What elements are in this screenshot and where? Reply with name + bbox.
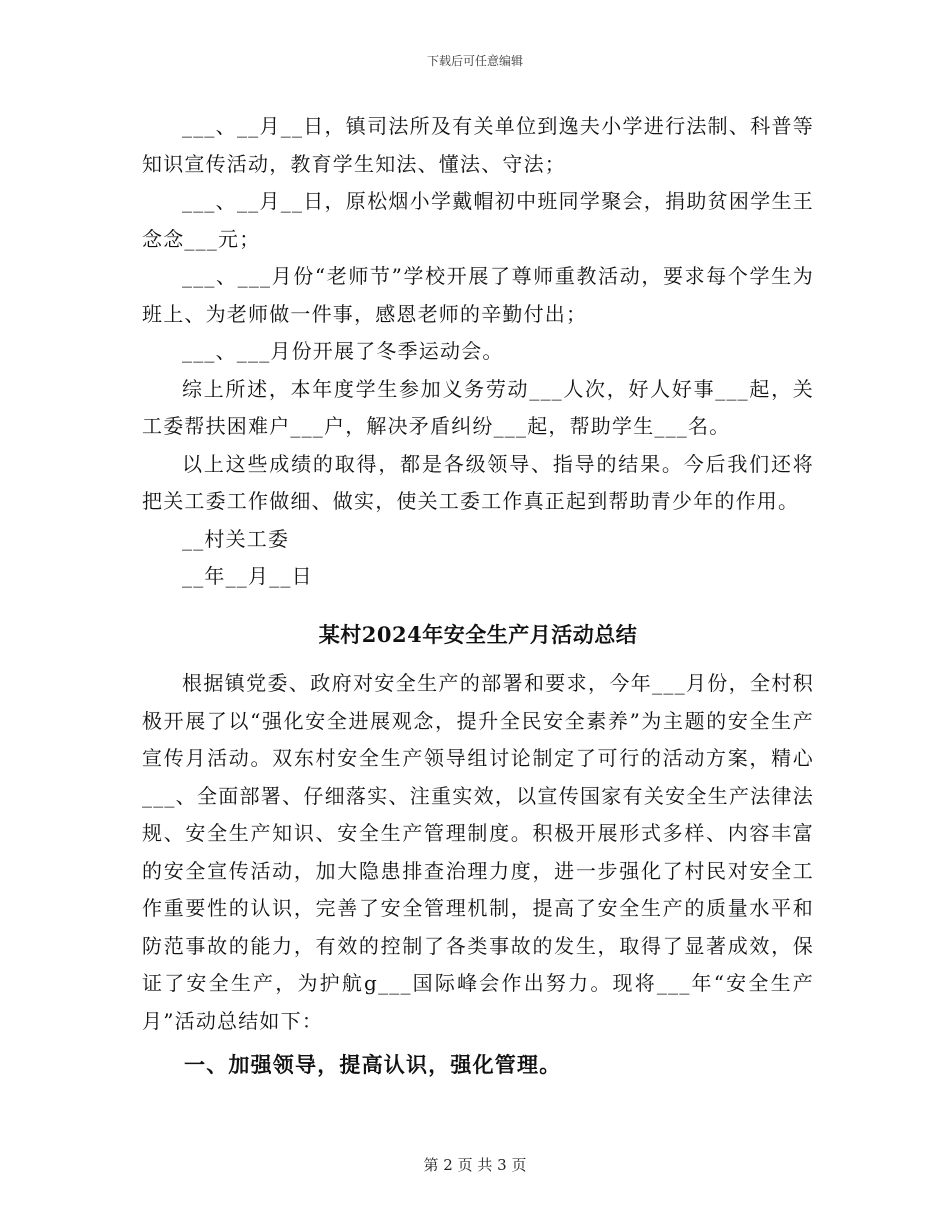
paragraph-conclusion: 以上这些成绩的取得，都是各级领导、指导的结果。今后我们还将把关工委工作做细、做实，使关工委工作真正起到帮助青少年的作用。 bbox=[142, 451, 814, 513]
document-title: 某村2024年安全生产月活动总结 bbox=[318, 621, 638, 647]
paragraph-summary: 综上所述，本年度学生参加义务劳动___人次，好人好事___起，关工委帮扶困难户___户，解决矛盾纠纷___起，帮助学生___名。 bbox=[142, 376, 814, 438]
signature-committee: __村关工委 bbox=[182, 526, 290, 551]
signature-date: __年__月__日 bbox=[182, 564, 313, 588]
paragraph-legal-education: ___、__月__日，镇司法所及有关单位到逸夫小学进行法制、科普等知识宣传活动，教育学生知法、懂法、守法； bbox=[142, 114, 814, 176]
document-body bbox=[142, 108, 814, 1084]
paragraph-classmate-reunion: ___、__月__日，原松烟小学戴帽初中班同学聚会，捐助贫困学生王念念___元； bbox=[142, 189, 814, 251]
paragraph-teachers-day: ___、___月份“老师节”学校开展了尊师重教活动，要求每个学生为班上、为老师做一件事，感恩老师的辛勤付出； bbox=[142, 264, 814, 326]
paragraph-intro: 根据镇党委、政府对安全生产的部署和要求，今年___月份，全村积极开展了以“强化安全进展观念，提升全民安全素养”为主题的安全生产宣传月活动。双东村安全生产领导组讨论制定了可行的活动方案，精心___、全面部署、仔细落实、注重实效，以宣传国家有关安全生产法律法规、安全生产知识、安全生产管理制度。积极开展形式多样、内容丰富的安全宣传活动，加大隐患排查治理力度，进一步强化了村民对安全工作重要性的认识，完善了安全管理机制，提高了安全生产的质量水平和防范事故的能力，有效的控制了各类事故的发生，取得了显著成效，保证了安全生产，为护航g___国际峰会作出努力。现将___年“安全生产月”活动总结如下： bbox=[142, 671, 814, 1033]
page-header: 下载后可任意编辑 bbox=[426, 54, 523, 68]
paragraph-winter-sports: ___、___月份开展了冬季运动会。 bbox=[182, 339, 504, 363]
section-heading: 一、加强领导，提高认识，强化管理。 bbox=[184, 1052, 562, 1077]
page-footer: 第 2 页 共 3 页 bbox=[423, 1156, 527, 1174]
